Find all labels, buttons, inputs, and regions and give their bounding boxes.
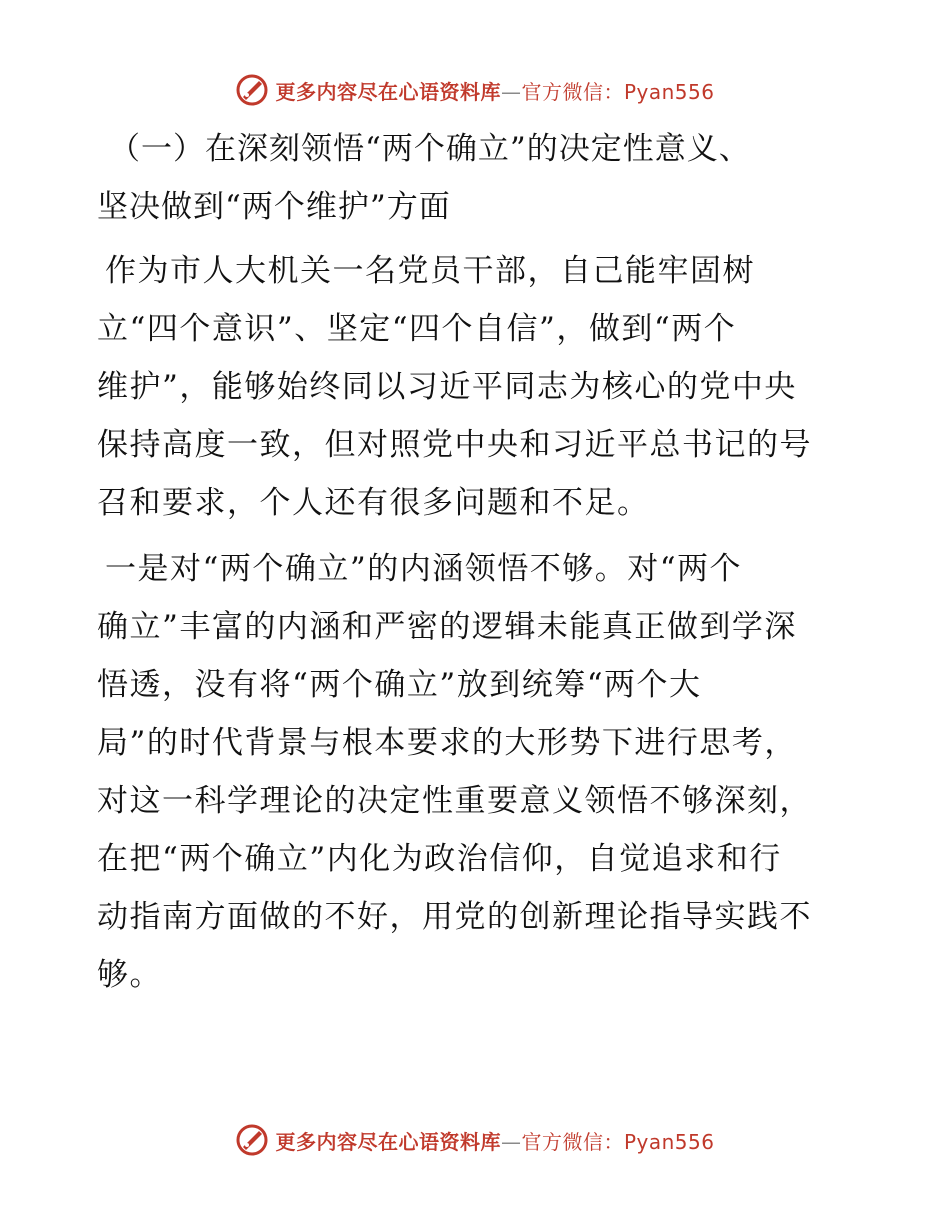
pen-logo-icon xyxy=(235,1123,269,1157)
paragraph-line: 在把“两个确立”内化为政治信仰，自觉追求和行 xyxy=(97,841,782,877)
watermark-header xyxy=(0,70,950,110)
document-body xyxy=(97,120,849,1012)
watermark-footer xyxy=(0,1120,950,1160)
paragraph-line: 维护”，能够始终同以习近平同志为核心的党中央 xyxy=(97,369,797,405)
watermark-separator: — xyxy=(500,79,522,104)
paragraph-line: 动指南方面做的不好，用党的创新理论指导实践不 xyxy=(97,899,812,935)
watermark-main: 更多内容尽在心语资料库 xyxy=(275,1129,501,1154)
heading-line: （一）在深刻领悟“两个确立”的决定性意义、 xyxy=(109,131,751,167)
paragraph-2 xyxy=(97,540,849,1004)
paragraph-line: 保持高度一致，但对照党中央和习近平总书记的号 xyxy=(97,427,812,463)
paragraph-line: 作为市人大机关一名党员干部，自己能牢固树 xyxy=(105,253,755,289)
paragraph-1 xyxy=(97,242,849,532)
paragraph-line: 够。 xyxy=(97,957,162,993)
paragraph-line: 召和要求，个人还有很多问题和不足。 xyxy=(97,485,650,521)
watermark-text xyxy=(275,1126,714,1155)
watermark-text xyxy=(275,76,714,105)
watermark-wechat: 官方微信：Pyan556 xyxy=(521,1129,715,1154)
paragraph-line: 立“四个意识”、坚定“四个自信”，做到“两个 xyxy=(97,311,737,347)
watermark-wechat: 官方微信：Pyan556 xyxy=(521,79,715,104)
paragraph-line: 悟透，没有将“两个确立”放到统筹“两个大 xyxy=(97,667,702,703)
heading-line: 坚决做到“两个维护”方面 xyxy=(97,189,451,225)
paragraph-line: 一是对“两个确立”的内涵领悟不够。对“两个 xyxy=(105,551,743,587)
paragraph-line: 确立”丰富的内涵和严密的逻辑未能真正做到学深 xyxy=(97,609,797,645)
section-heading xyxy=(97,120,849,236)
watermark-main: 更多内容尽在心语资料库 xyxy=(275,79,501,104)
pen-logo-icon xyxy=(235,73,269,107)
watermark-separator: — xyxy=(500,1129,522,1154)
paragraph-line: 对这一科学理论的决定性重要意义领悟不够深刻， xyxy=(97,783,812,819)
paragraph-line: 局”的时代背景与根本要求的大形势下进行思考， xyxy=(97,725,797,761)
